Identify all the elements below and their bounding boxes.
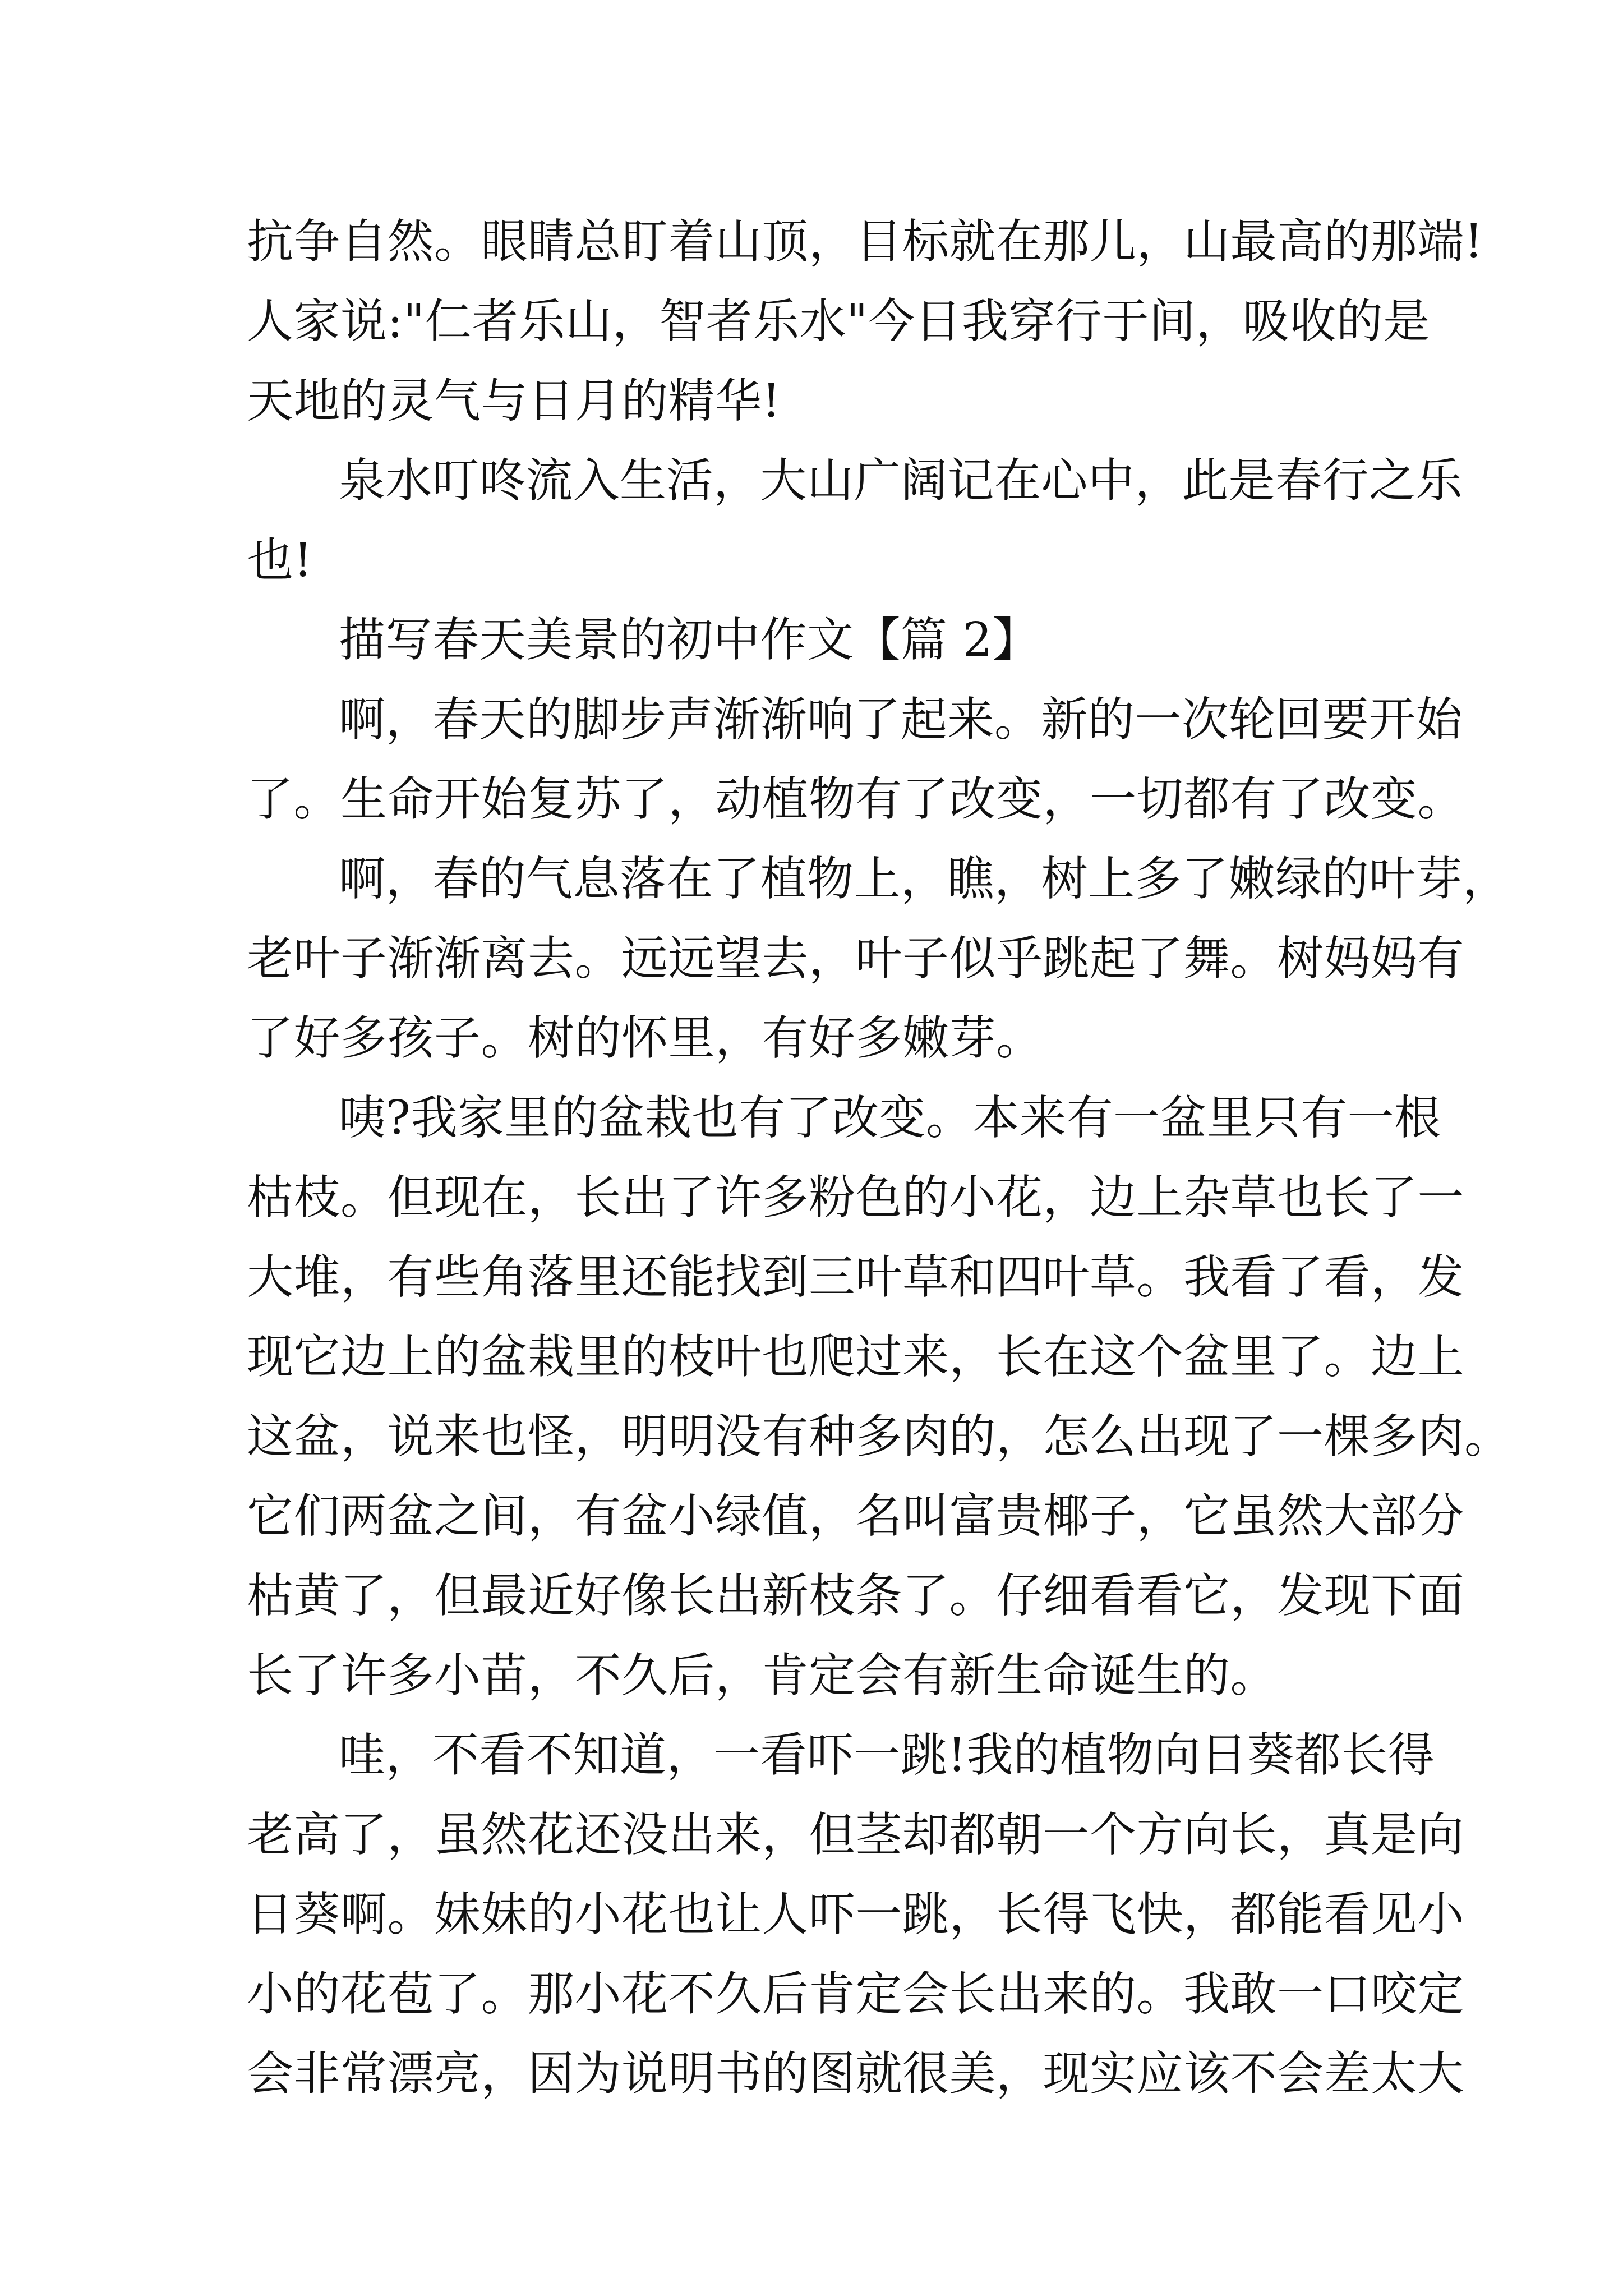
text-line: 大堆，有些角落里还能找到三叶草和四叶草。我看了看，发 xyxy=(247,1250,1464,1304)
text-line: 了好多孩子。树的怀里，有好多嫩芽。 xyxy=(247,1011,1043,1065)
text-line: 这盆，说来也怪，明明没有种多肉的，怎么出现了一棵多肉。 xyxy=(247,1409,1511,1464)
text-line: 天地的灵气与日月的精华! xyxy=(247,374,781,428)
text-line: 哇，不看不知道，一看吓一跳!我的植物向日葵都长得 xyxy=(339,1728,1435,1782)
text-line: 小的花苞了。那小花不久后肯定会长出来的。我敢一口咬定 xyxy=(247,1967,1464,2021)
text-line: 泉水叮咚流入生活，大山广阔记在心中，此是春行之乐 xyxy=(339,453,1463,508)
text-line: 了。生命开始复苏了，动植物有了改变，一切都有了改变。 xyxy=(247,772,1464,826)
text-line: 啊，春的气息落在了植物上，瞧，树上多了嫩绿的叶芽， xyxy=(339,852,1510,906)
text-line: 抗争自然。眼睛总盯着山顶，目标就在那儿，山最高的那端! xyxy=(247,214,1483,269)
text-line: 枯黄了，但最近好像长出新枝条了。仔细看看它，发现下面 xyxy=(247,1568,1464,1623)
text-line: 日葵啊。妹妹的小花也让人吓一跳，长得飞快，都能看见小 xyxy=(247,1887,1464,1941)
body-text xyxy=(247,202,1511,2114)
text-line: 老高了，虽然花还没出来，但茎却都朝一个方向长，真是向 xyxy=(247,1807,1464,1862)
text-line: 也! xyxy=(247,533,313,587)
text-line: 它们两盆之间，有盆小绿值，名叫富贵椰子，它虽然大部分 xyxy=(247,1489,1464,1543)
text-line: 啊，春天的脚步声渐渐响了起来。新的一次轮回要开始 xyxy=(339,692,1463,747)
text-line: 枯枝。但现在，长出了许多粉色的小花，边上杂草也长了一 xyxy=(247,1170,1464,1225)
text-line: 咦?我家里的盆栽也有了改变。本来有一盆里只有一根 xyxy=(339,1091,1441,1145)
text-line: 现它边上的盆栽里的枝叶也爬过来，长在这个盆里了。边上 xyxy=(247,1329,1464,1384)
text-line: 人家说:"仁者乐山，智者乐水"今日我穿行于间，吸收的是 xyxy=(247,294,1430,348)
text-line: 会非常漂亮，因为说明书的图就很美，现实应该不会差太大 xyxy=(247,2046,1464,2101)
text-line: 老叶子渐渐离去。远远望去，叶子似乎跳起了舞。树妈妈有 xyxy=(247,931,1464,986)
text-line: 长了许多小苗，不久后，肯定会有新生命诞生的。 xyxy=(247,1648,1277,1703)
text-line: 描写春天美景的初中作文【篇 2】 xyxy=(339,613,1040,667)
